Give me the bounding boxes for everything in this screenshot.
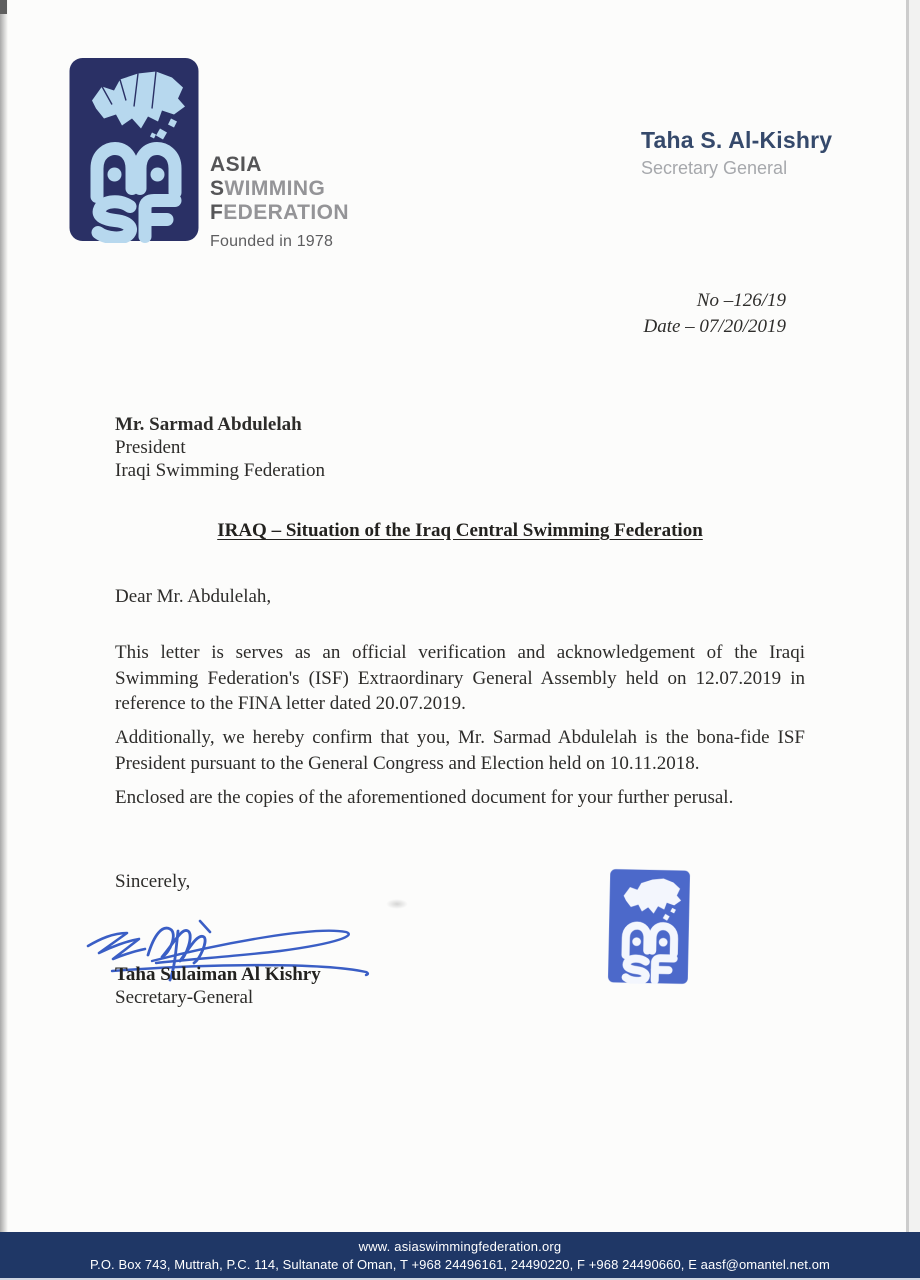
recipient-name: Mr. Sarmad Abdulelah (115, 414, 302, 435)
body-paragraph-1: This letter is serves as an official verification and acknowledgement of the Iraqi Swimming Federation's (ISF) Extraordinary General Assembly held on 12.07.2019 in reference to the FINA letter dated 20.07.2019. (115, 642, 805, 714)
org-name-line1: ASIA (210, 153, 262, 176)
signatory-name: Taha S. Al-Kishry (641, 127, 833, 153)
signatory-header-block (641, 127, 832, 179)
salutation: Dear Mr. Abdulelah, (115, 586, 272, 607)
org-name-line2: SWIMMING (210, 177, 326, 200)
body-paragraph-3: Enclosed are the copies of the aforementioned document for your further perusal. (115, 787, 734, 808)
aasf-stamp (606, 868, 692, 985)
footer-bar (0, 1232, 920, 1278)
signature-title: Secretary-General (115, 987, 254, 1008)
org-name-block (210, 153, 349, 254)
org-name-line3: FEDERATION (210, 201, 349, 224)
scan-edge-left (0, 0, 8, 1280)
signature-name: Taha Sulaiman Al Kishry (115, 964, 321, 985)
scan-edge-right (906, 0, 909, 1280)
recipient-title: President (115, 437, 186, 458)
body-paragraph-2: Additionally, we hereby confirm that you, Mr. Sarmad Abdulelah is the bona-fide ISF President pursuant to the General Congress and Election held on 10.11.2018. (115, 727, 805, 774)
subject-line: IRAQ – Situation of the Iraq Central Swimming Federation (217, 520, 703, 541)
reference-number: No –126/19 (696, 290, 786, 311)
reference-date: Date – 07/20/2019 (643, 316, 786, 337)
reference-block (644, 288, 787, 340)
closing: Sincerely, (115, 871, 191, 892)
founded-text: Founded in 1978 (210, 233, 334, 250)
recipient-organization: Iraqi Swimming Federation (115, 460, 326, 481)
aasf-logo (68, 56, 200, 243)
footer-address: P.O. Box 743, Muttrah, P.C. 114, Sultanate of Oman, T +968 24496161, 24490220, F +968 24490660, E aasf@omantel.net.om (90, 1257, 830, 1272)
scan-smudge (386, 899, 408, 909)
footer-website: www. asiaswimmingfederation.org (358, 1239, 562, 1254)
scan-edge-right-pale (909, 0, 920, 1280)
signatory-title: Secretary General (641, 158, 788, 178)
recipient-block (115, 413, 325, 482)
scan-corner-mark (0, 0, 7, 14)
subject-row (115, 520, 805, 542)
